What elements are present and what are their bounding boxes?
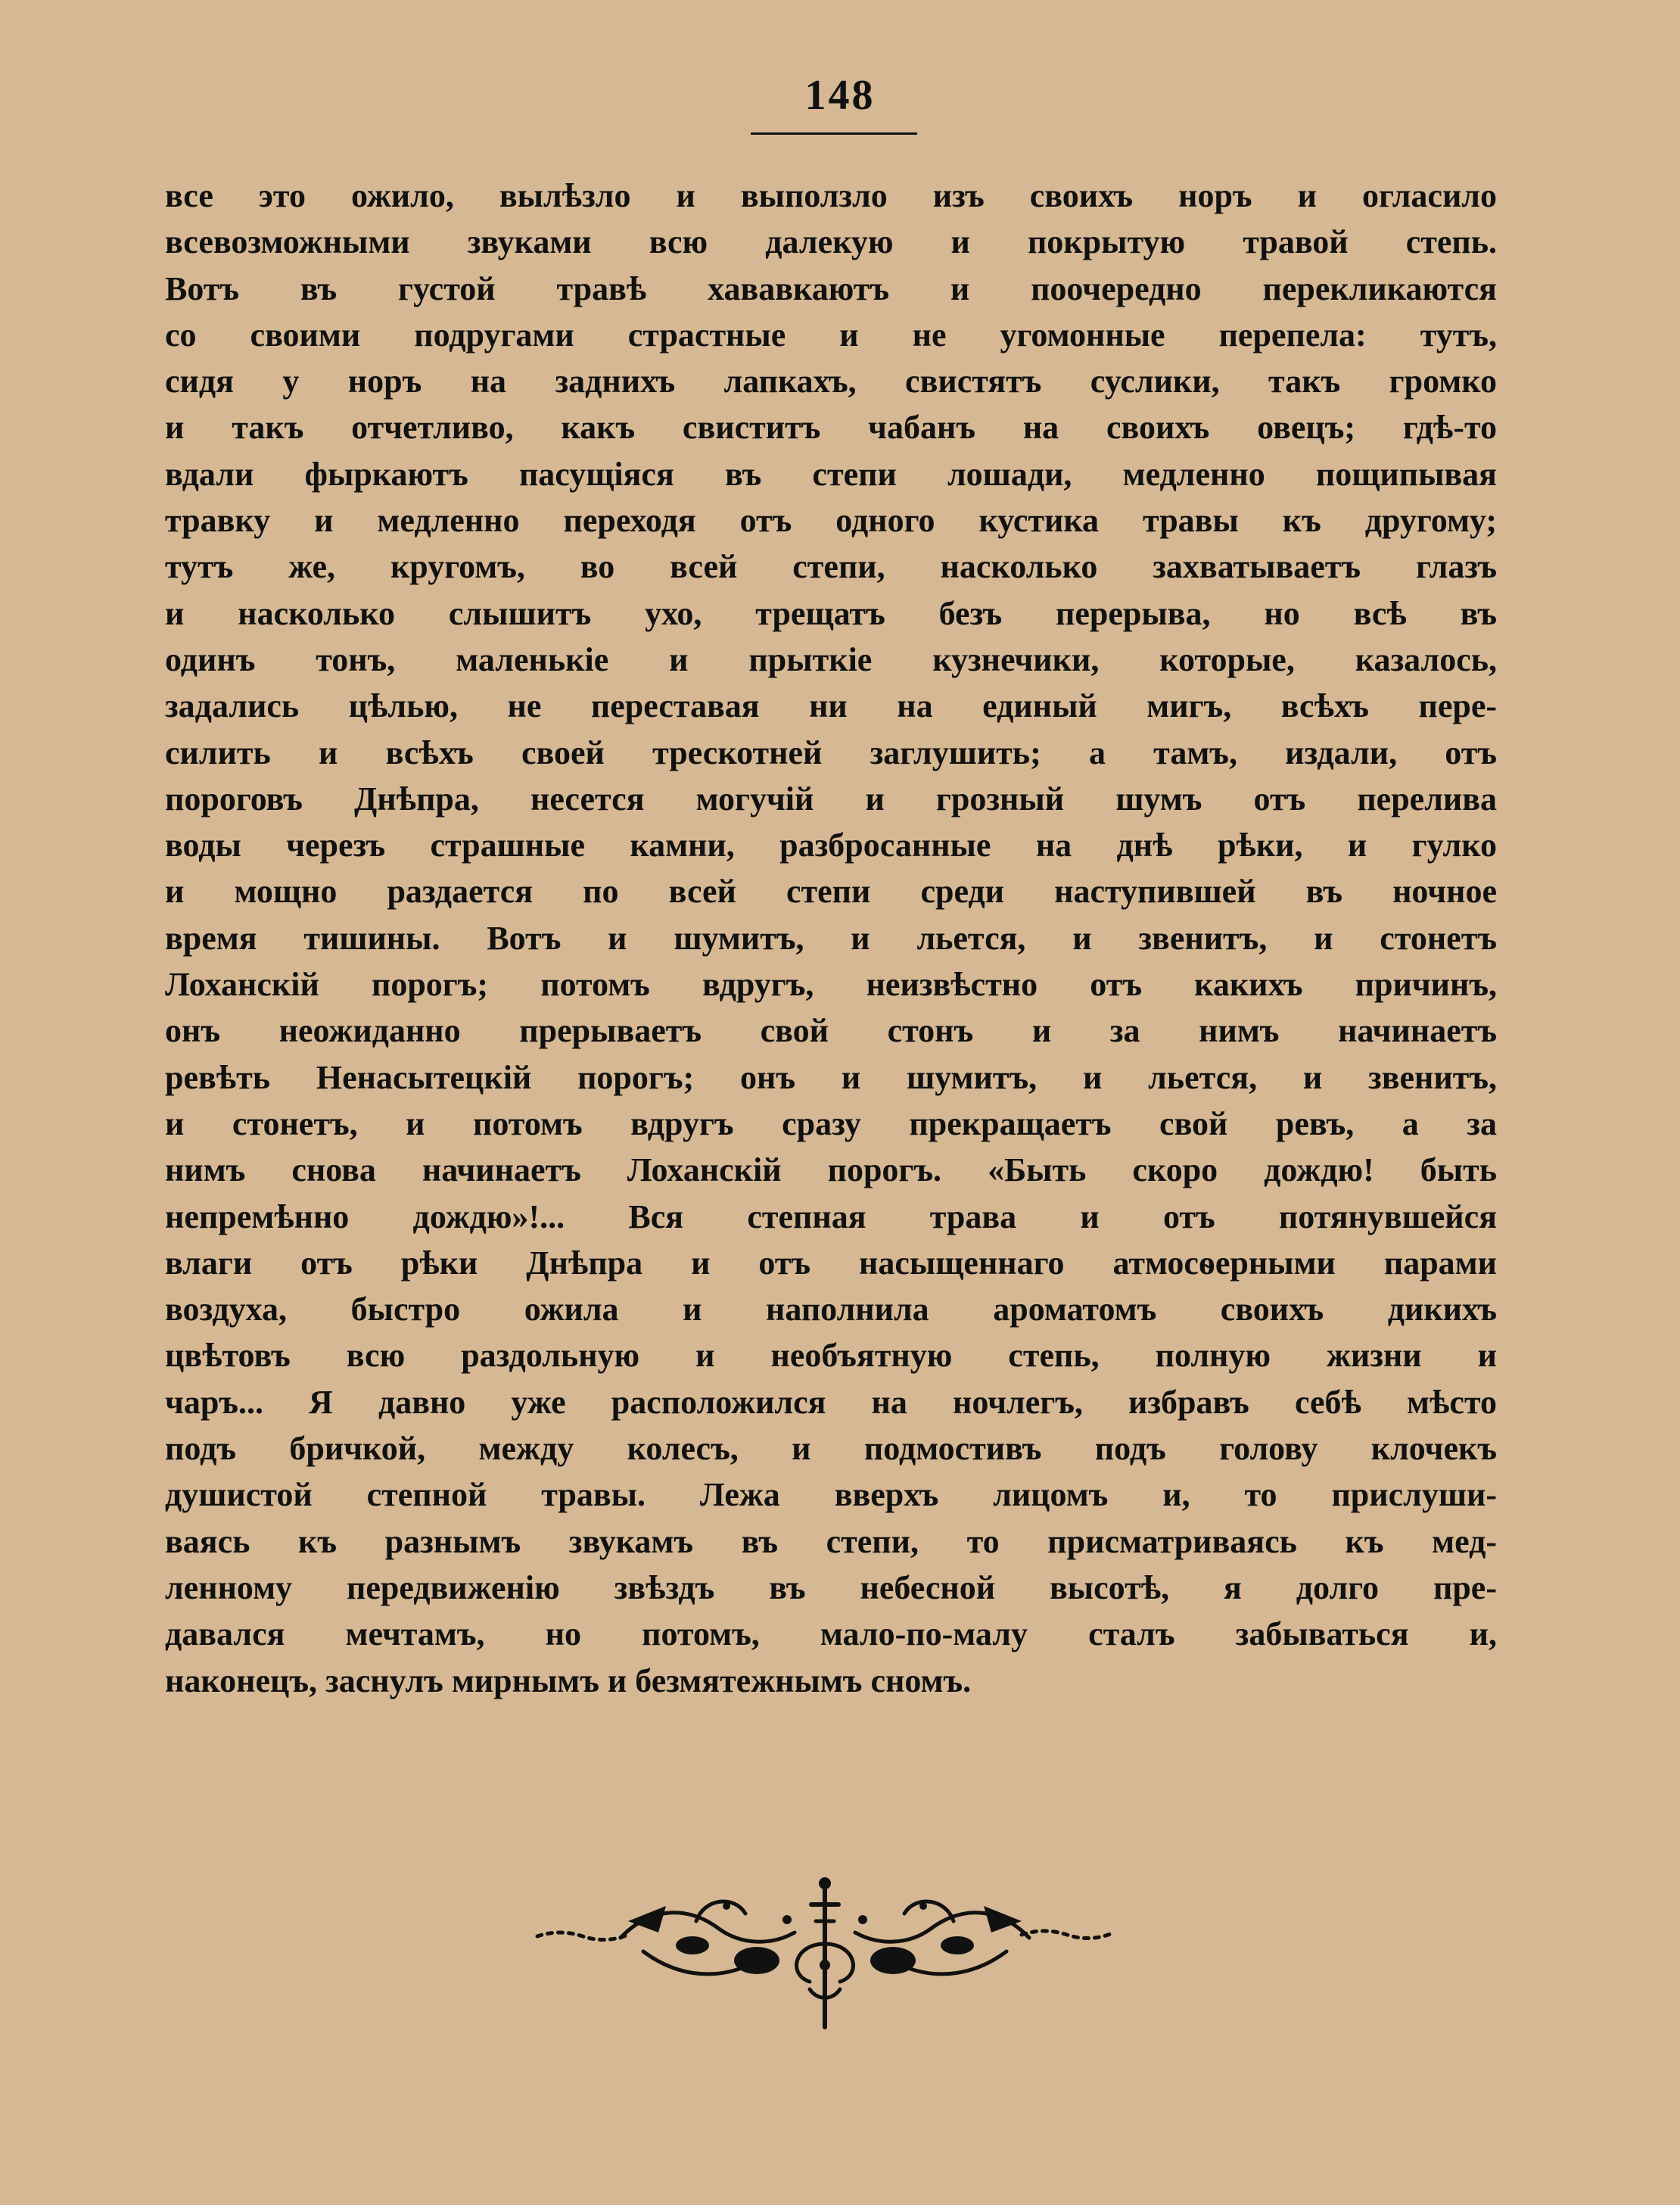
- text-line: цвѣтовъ всю раздольную и необъятную степь, полную жизни и: [165, 1337, 1497, 1375]
- text-line: одинъ тонъ, маленькіе и прыткіе кузнечики, которые, казалось,: [165, 640, 1497, 678]
- text-line: непремѣнно дождю»!... Вся степная трава и отъ потянувшейся: [165, 1197, 1497, 1235]
- text-line: нимъ снова начинаетъ Лоханскій порогъ. «Быть скоро дождю! быть: [165, 1151, 1497, 1189]
- text-line: подъ бричкой, между колесъ, и подмостивъ подъ голову клочекъ: [165, 1430, 1497, 1468]
- page-number-rule: [751, 132, 917, 135]
- page-number: 148: [804, 72, 876, 119]
- text-line: задались цѣлью, не переставая ни на единый мигъ, всѣхъ пере-: [165, 687, 1497, 725]
- text-line: со своими подругами страстные и не угомонные перепела: тутъ,: [165, 316, 1497, 353]
- text-line: Лоханскій порогъ; потомъ вдругъ, неизвѣстно отъ какихъ причинъ,: [165, 966, 1497, 1004]
- text-line: всевозможными звуками всю далекую и покрытую травой степь.: [165, 223, 1497, 261]
- text-line: силить и всѣхъ своей трескотней заглушить; а тамъ, издали, отъ: [165, 733, 1497, 771]
- text-line: давался мечтамъ, но потомъ, мало-по-малу сталъ забываться и,: [165, 1615, 1497, 1653]
- text-line: вдали фыркаютъ пасущіяся въ степи лошади, медленно пощипывая: [165, 455, 1497, 493]
- text-line: ваясь къ разнымъ звукамъ въ степи, то присматриваясь къ мед-: [165, 1522, 1497, 1560]
- text-line: влаги отъ рѣки Днѣпра и отъ насыщеннаго атмосѳерными парами: [165, 1244, 1497, 1282]
- body-text: [165, 173, 1497, 1704]
- text-line: ревѣть Ненасытецкій порогъ; онъ и шумитъ, и льется, и звенитъ,: [165, 1058, 1497, 1096]
- text-line: время тишины. Вотъ и шумитъ, и льется, и звенитъ, и стонетъ: [165, 919, 1497, 957]
- text-line: травку и медленно переходя отъ одного кустика травы къ другому;: [165, 502, 1497, 540]
- text-line: Вотъ въ густой травѣ хававкаютъ и поочередно перекликаются: [165, 269, 1497, 307]
- text-line: воды черезъ страшные камни, разбросанные на днѣ рѣки, и гулко: [165, 827, 1497, 864]
- text-line: и насколько слышитъ ухо, трещатъ безъ перерыва, но всѣ въ: [165, 594, 1497, 632]
- text-line: сидя у норъ на заднихъ лапкахъ, свистятъ суслики, такъ громко: [165, 363, 1497, 400]
- text-line: и стонетъ, и потомъ вдругъ сразу прекращаетъ свой ревъ, а за: [165, 1104, 1497, 1142]
- text-line: и мощно раздается по всей степи среди наступившей въ ночное: [165, 873, 1497, 911]
- text-line: и такъ отчетливо, какъ свиститъ чабанъ на своихъ овецъ; гдѣ-то: [165, 409, 1497, 447]
- text-line: ленному передвиженію звѣздъ въ небесной высотѣ, я долго пре-: [165, 1568, 1497, 1606]
- decorative-fleuron-icon: [530, 1876, 1120, 2038]
- text-line: все это ожило, вылѣзло и выползло изъ своихъ норъ и огласило: [165, 177, 1497, 214]
- text-line: наконецъ, заснулъ мирнымъ и безмятежнымъ сномъ.: [165, 1662, 972, 1699]
- text-line: чаръ... Я давно уже расположился на ночлегъ, избравъ себѣ мѣсто: [165, 1383, 1497, 1421]
- text-line: пороговъ Днѣпра, несется могучій и грозный шумъ отъ перелива: [165, 780, 1497, 818]
- text-line: онъ неожиданно прерываетъ свой стонъ и за нимъ начинаетъ: [165, 1012, 1497, 1050]
- text-line: тутъ же, кругомъ, во всей степи, насколько захватываетъ глазъ: [165, 548, 1497, 586]
- text-line: воздуха, быстро ожила и наполнила ароматомъ своихъ дикихъ: [165, 1291, 1497, 1328]
- text-line: душистой степной травы. Лежа вверхъ лицомъ и, то прислуши-: [165, 1476, 1497, 1514]
